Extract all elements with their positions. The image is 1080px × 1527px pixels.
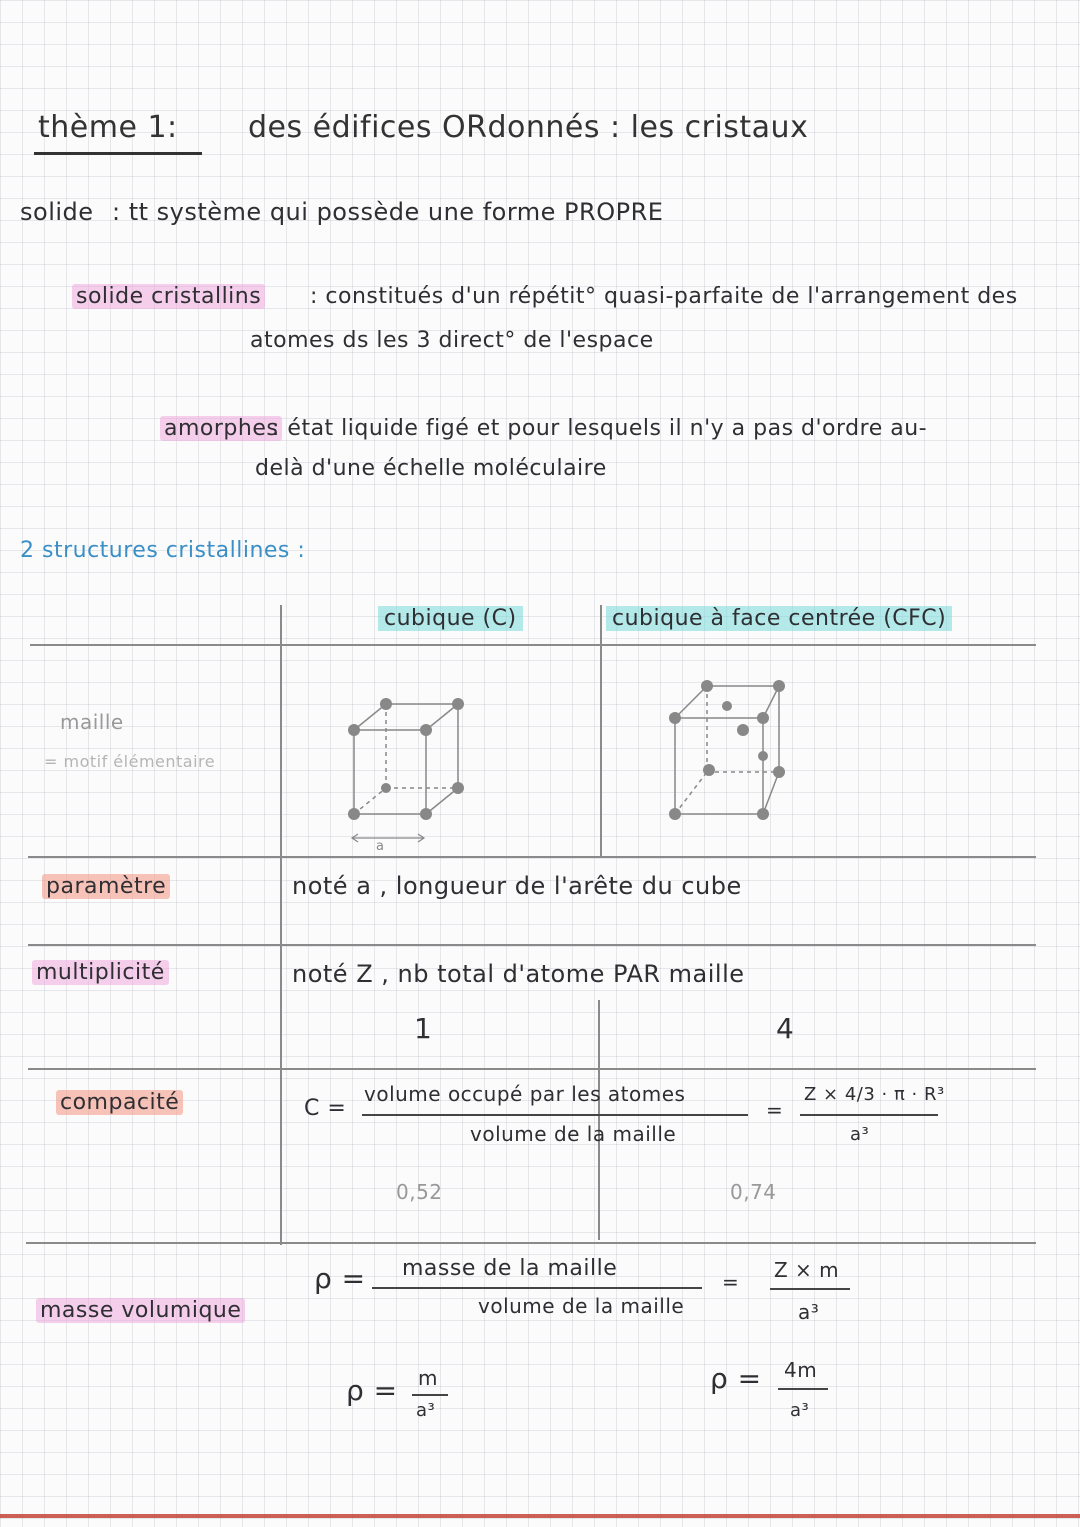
compacite-c-eq: C = bbox=[304, 1096, 347, 1121]
cubic-cfc-diagram bbox=[655, 672, 805, 832]
parametre-text: noté a , longueur de l'arête du cube bbox=[292, 872, 742, 900]
rho-eq2: = bbox=[722, 1270, 740, 1294]
z-c-value: 1 bbox=[414, 1012, 433, 1045]
rho-fraction-bar bbox=[372, 1287, 702, 1289]
compacite-label bbox=[56, 1090, 183, 1115]
col-header-cfc-text: cubique à face centrée (CFC) bbox=[606, 606, 952, 631]
rho-c-den: a³ bbox=[416, 1400, 436, 1421]
compacite-formula-bar bbox=[800, 1114, 938, 1116]
rho-c-num: m bbox=[418, 1366, 438, 1390]
atom-cfc-face-top bbox=[722, 701, 732, 711]
edge-label: a bbox=[376, 839, 384, 854]
rho-formula-bar bbox=[770, 1288, 850, 1290]
atom-c-1 bbox=[348, 724, 360, 736]
compacite-eq2: = bbox=[766, 1098, 784, 1122]
structures-heading: 2 structures cristallines : bbox=[20, 538, 306, 563]
multiplicite-label bbox=[32, 960, 169, 985]
rho-formula-den: a³ bbox=[798, 1300, 820, 1324]
cristallins-term-text: solide cristallins bbox=[72, 284, 265, 309]
atom-cfc-5 bbox=[701, 680, 713, 692]
atom-cfc-6 bbox=[773, 680, 785, 692]
masse-label-text: masse volumique bbox=[36, 1298, 245, 1323]
atom-c-2 bbox=[420, 724, 432, 736]
rho-cfc-num: 4m bbox=[784, 1358, 818, 1382]
maille-sub: = motif élémentaire bbox=[44, 752, 216, 771]
cubic-c-diagram bbox=[330, 690, 480, 860]
atom-cfc-7 bbox=[773, 766, 785, 778]
compacite-numerator: volume occupé par les atomes bbox=[364, 1082, 686, 1106]
col-header-cfc bbox=[606, 606, 952, 631]
atom-cfc-face-right bbox=[758, 751, 768, 761]
table-hline-parametre bbox=[28, 944, 1036, 946]
amorphes-term bbox=[160, 416, 282, 441]
compacite-formula-den: a³ bbox=[850, 1124, 870, 1145]
atom-cfc-face-left bbox=[703, 764, 715, 776]
z-cfc-value: 4 bbox=[776, 1012, 795, 1045]
rho-c-lhs: ρ = bbox=[346, 1374, 398, 1407]
atom-c-8 bbox=[381, 783, 391, 793]
amorphes-line2: delà d'une échelle moléculaire bbox=[255, 456, 607, 481]
cristallins-term bbox=[72, 284, 265, 309]
atom-c-4 bbox=[420, 808, 432, 820]
atom-cfc-2 bbox=[757, 712, 769, 724]
table-hline-compacite bbox=[26, 1242, 1036, 1244]
compacite-fraction-bar bbox=[362, 1114, 748, 1116]
rho-numerator: masse de la maille bbox=[402, 1256, 618, 1281]
atom-cfc-4 bbox=[757, 808, 769, 820]
atom-c-6 bbox=[452, 698, 464, 710]
compacite-formula-num: Z × 4/3 · π · R³ bbox=[804, 1084, 945, 1105]
rho-denominator: volume de la maille bbox=[478, 1294, 685, 1318]
rho-formula-num: Z × m bbox=[774, 1258, 840, 1282]
solide-term: solide bbox=[20, 198, 94, 226]
table-vline-left bbox=[280, 605, 282, 1245]
rho-cfc-lhs: ρ = bbox=[710, 1362, 762, 1395]
solide-definition: : tt système qui possède une forme PROPRE bbox=[112, 198, 664, 226]
cristallins-line1: : constitués d'un répétit° quasi-parfaite de l'arrangement des bbox=[310, 284, 1018, 309]
rho-cfc-den: a³ bbox=[790, 1400, 810, 1421]
theme-label: thème 1: bbox=[38, 110, 178, 145]
page-bottom-border bbox=[0, 1514, 1080, 1518]
maille-label: maille bbox=[60, 710, 124, 734]
multiplicite-text: noté Z , nb total d'atome PAR maille bbox=[292, 960, 745, 988]
rho-eq: ρ = bbox=[314, 1262, 366, 1295]
cristallins-line2: atomes ds les 3 direct° de l'espace bbox=[250, 328, 654, 353]
parametre-label bbox=[42, 874, 170, 899]
compacite-label-text: compacité bbox=[56, 1090, 183, 1115]
parametre-label-text: paramètre bbox=[42, 874, 170, 899]
atom-c-7 bbox=[452, 782, 464, 794]
table-vline-mid-bottom bbox=[598, 1000, 600, 1240]
col-header-c bbox=[378, 606, 523, 631]
page-title: des édifices ORdonnés : les cristaux bbox=[248, 110, 809, 145]
col-header-c-text: cubique (C) bbox=[378, 606, 523, 631]
atom-c-5 bbox=[380, 698, 392, 710]
multiplicite-label-text: multiplicité bbox=[32, 960, 169, 985]
theme-underline bbox=[34, 152, 202, 155]
atom-c-3 bbox=[348, 808, 360, 820]
rho-cfc-bar bbox=[778, 1388, 828, 1390]
table-vline-mid-top bbox=[600, 605, 602, 857]
table-hline-maille bbox=[28, 856, 1036, 858]
table-hline-multiplicite bbox=[28, 1068, 1036, 1070]
amorphes-term-text: amorphes bbox=[160, 416, 282, 441]
masse-label bbox=[36, 1298, 245, 1323]
atom-cfc-face-front bbox=[737, 724, 749, 736]
compacite-c-value: 0,52 bbox=[396, 1180, 443, 1204]
compacite-denominator: volume de la maille bbox=[470, 1122, 677, 1146]
compacite-cfc-value: 0,74 bbox=[730, 1180, 777, 1204]
atom-cfc-3 bbox=[669, 808, 681, 820]
rho-c-bar bbox=[412, 1394, 448, 1396]
atom-cfc-1 bbox=[669, 712, 681, 724]
amorphes-line1: : état liquide figé et pour lesquels il n'y a pas d'ordre au- bbox=[272, 416, 928, 441]
table-hline-header bbox=[30, 644, 1036, 646]
